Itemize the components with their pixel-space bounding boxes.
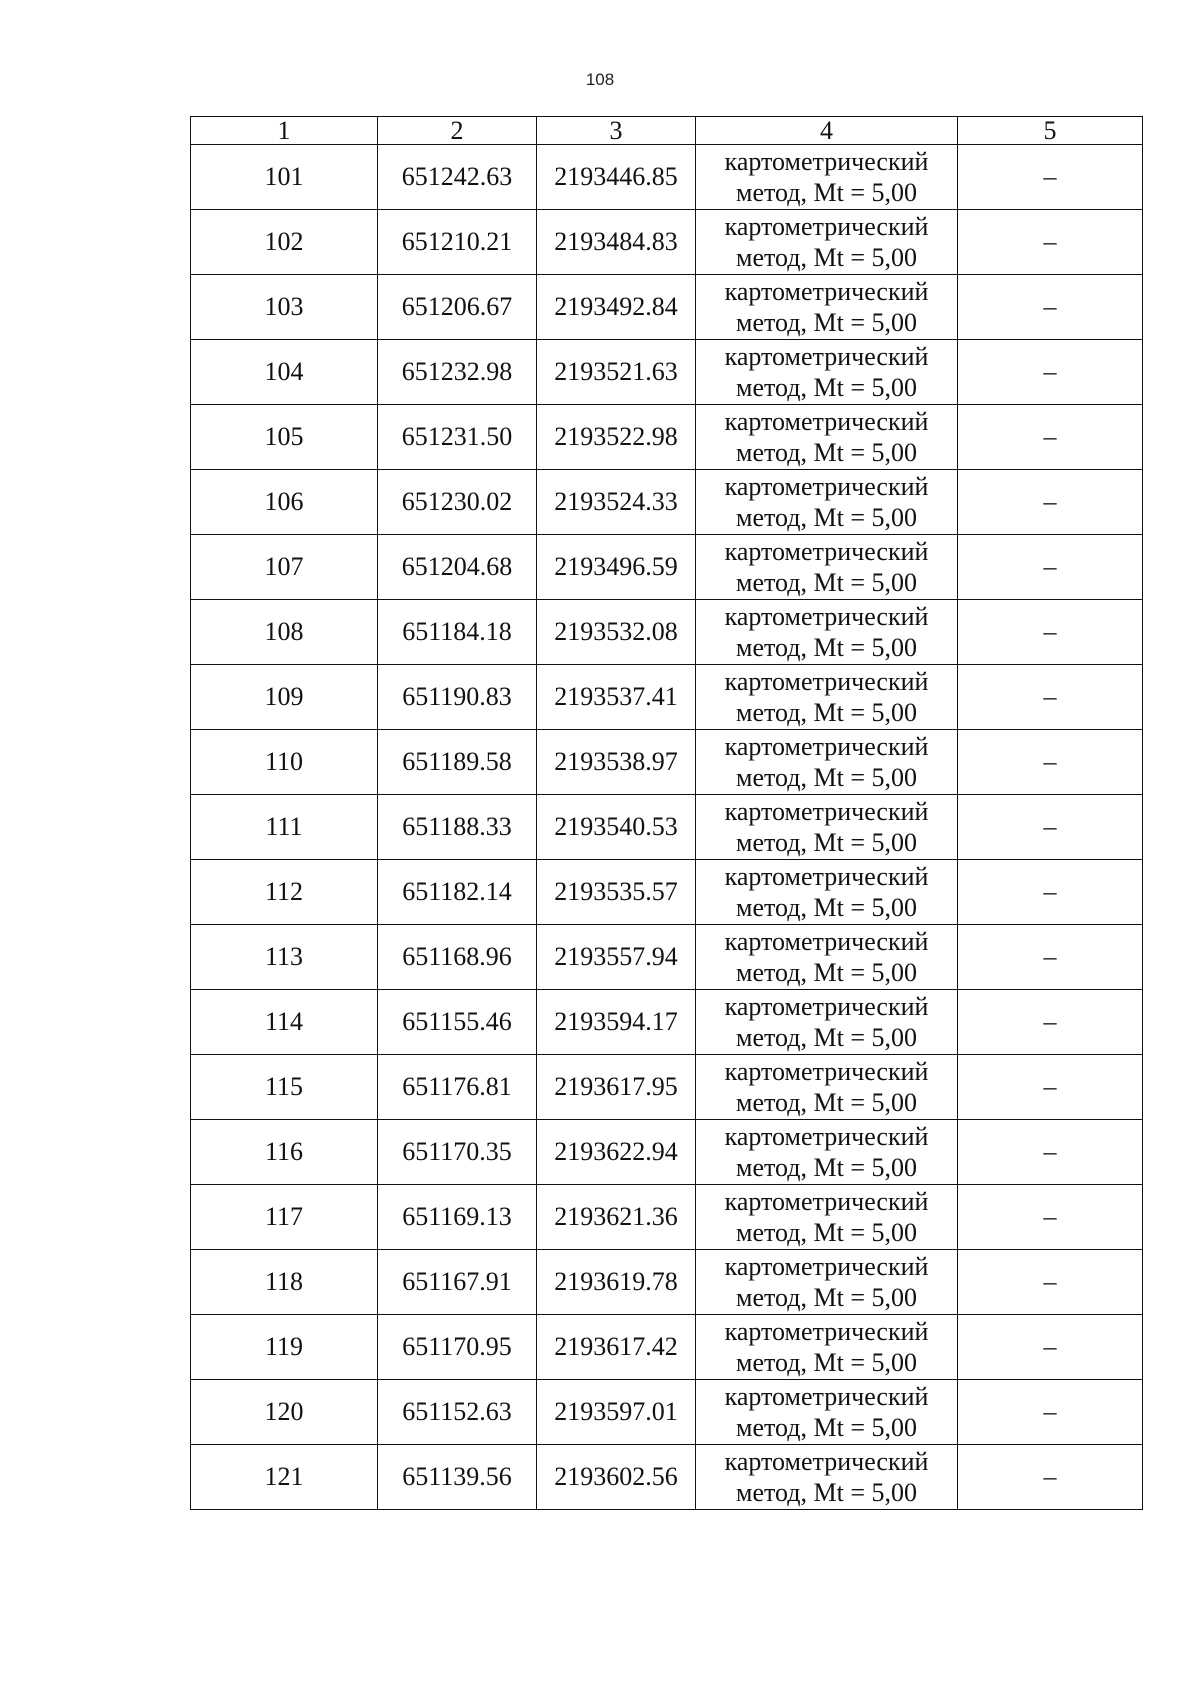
method-cell [696, 535, 958, 600]
y-coordinate-cell: 2193537.41 [537, 665, 696, 730]
x-coordinate-cell: 651231.50 [378, 405, 537, 470]
y-coordinate-cell: 2193521.63 [537, 340, 696, 405]
method-cell [696, 1315, 958, 1380]
x-coordinate-cell: 651204.68 [378, 535, 537, 600]
x-coordinate-cell: 651232.98 [378, 340, 537, 405]
x-coordinate-cell: 651169.13 [378, 1185, 537, 1250]
header-col-2: 2 [378, 117, 537, 145]
table-body [191, 145, 1143, 1510]
y-coordinate-cell: 2193617.42 [537, 1315, 696, 1380]
table-row [191, 990, 1143, 1055]
x-coordinate-cell: 651210.21 [378, 210, 537, 275]
method-accuracy: метод, Mt = 5,00 [736, 893, 917, 922]
table-row [191, 210, 1143, 275]
table-row [191, 860, 1143, 925]
x-coordinate-cell: 651152.63 [378, 1380, 537, 1445]
point-number-cell: 111 [191, 795, 378, 860]
point-number-cell: 105 [191, 405, 378, 470]
column-5-cell: – [958, 925, 1143, 990]
table-row [191, 1380, 1143, 1445]
method-accuracy: метод, Mt = 5,00 [736, 1283, 917, 1312]
y-coordinate-cell: 2193597.01 [537, 1380, 696, 1445]
method-cell [696, 1055, 958, 1120]
point-number-cell: 121 [191, 1445, 378, 1510]
header-col-5: 5 [958, 117, 1143, 145]
column-5-cell: – [958, 1055, 1143, 1120]
x-coordinate-cell: 651139.56 [378, 1445, 537, 1510]
method-cell [696, 1185, 958, 1250]
column-5-cell: – [958, 535, 1143, 600]
x-coordinate-cell: 651170.95 [378, 1315, 537, 1380]
x-coordinate-cell: 651168.96 [378, 925, 537, 990]
y-coordinate-cell: 2193617.95 [537, 1055, 696, 1120]
column-5-cell: – [958, 600, 1143, 665]
method-accuracy: метод, Mt = 5,00 [736, 828, 917, 857]
method-cell [696, 925, 958, 990]
table-row [191, 730, 1143, 795]
y-coordinate-cell: 2193492.84 [537, 275, 696, 340]
method-cell [696, 340, 958, 405]
method-name: картометрический [724, 1382, 929, 1411]
table-row [191, 145, 1143, 210]
x-coordinate-cell: 651184.18 [378, 600, 537, 665]
x-coordinate-cell: 651188.33 [378, 795, 537, 860]
method-accuracy: метод, Mt = 5,00 [736, 568, 917, 597]
y-coordinate-cell: 2193496.59 [537, 535, 696, 600]
method-name: картометрический [724, 927, 929, 956]
method-cell [696, 275, 958, 340]
method-name: картометрический [724, 277, 929, 306]
y-coordinate-cell: 2193522.98 [537, 405, 696, 470]
table-row [191, 535, 1143, 600]
x-coordinate-cell: 651176.81 [378, 1055, 537, 1120]
method-accuracy: метод, Mt = 5,00 [736, 503, 917, 532]
method-name: картометрический [724, 732, 929, 761]
point-number-cell: 117 [191, 1185, 378, 1250]
method-cell [696, 665, 958, 730]
x-coordinate-cell: 651170.35 [378, 1120, 537, 1185]
method-accuracy: метод, Mt = 5,00 [736, 243, 917, 272]
method-cell [696, 730, 958, 795]
method-accuracy: метод, Mt = 5,00 [736, 698, 917, 727]
method-cell [696, 1120, 958, 1185]
table-row [191, 795, 1143, 860]
method-cell [696, 860, 958, 925]
method-cell [696, 795, 958, 860]
point-number-cell: 107 [191, 535, 378, 600]
method-cell [696, 145, 958, 210]
table-row [191, 1185, 1143, 1250]
point-number-cell: 101 [191, 145, 378, 210]
coordinates-table [190, 116, 1143, 1510]
column-5-cell: – [958, 210, 1143, 275]
column-5-cell: – [958, 730, 1143, 795]
y-coordinate-cell: 2193484.83 [537, 210, 696, 275]
point-number-cell: 108 [191, 600, 378, 665]
y-coordinate-cell: 2193602.56 [537, 1445, 696, 1510]
column-5-cell: – [958, 340, 1143, 405]
column-5-cell: – [958, 1120, 1143, 1185]
method-accuracy: метод, Mt = 5,00 [736, 1023, 917, 1052]
point-number-cell: 112 [191, 860, 378, 925]
method-cell [696, 1380, 958, 1445]
method-accuracy: метод, Mt = 5,00 [736, 763, 917, 792]
table-row [191, 1445, 1143, 1510]
page-number: 108 [585, 70, 615, 89]
column-5-cell: – [958, 860, 1143, 925]
table-row [191, 665, 1143, 730]
point-number-cell: 115 [191, 1055, 378, 1120]
x-coordinate-cell: 651206.67 [378, 275, 537, 340]
method-accuracy: метод, Mt = 5,00 [736, 1413, 917, 1442]
method-name: картометрический [724, 407, 929, 436]
method-accuracy: метод, Mt = 5,00 [736, 308, 917, 337]
method-cell [696, 600, 958, 665]
method-name: картометрический [724, 1317, 929, 1346]
method-accuracy: метод, Mt = 5,00 [736, 1348, 917, 1377]
column-5-cell: – [958, 1250, 1143, 1315]
table-row [191, 1315, 1143, 1380]
table-row [191, 1120, 1143, 1185]
header-row [191, 117, 1143, 145]
method-cell [696, 1250, 958, 1315]
x-coordinate-cell: 651182.14 [378, 860, 537, 925]
table-row [191, 405, 1143, 470]
method-accuracy: метод, Mt = 5,00 [736, 438, 917, 467]
point-number-cell: 119 [191, 1315, 378, 1380]
column-5-cell: – [958, 665, 1143, 730]
column-5-cell: – [958, 275, 1143, 340]
method-name: картометрический [724, 862, 929, 891]
method-accuracy: метод, Mt = 5,00 [736, 958, 917, 987]
method-name: картометрический [724, 1447, 929, 1476]
table-row [191, 275, 1143, 340]
x-coordinate-cell: 651155.46 [378, 990, 537, 1055]
method-accuracy: метод, Mt = 5,00 [736, 178, 917, 207]
y-coordinate-cell: 2193446.85 [537, 145, 696, 210]
table-row [191, 340, 1143, 405]
point-number-cell: 113 [191, 925, 378, 990]
method-name: картометрический [724, 1187, 929, 1216]
method-accuracy: метод, Mt = 5,00 [736, 1478, 917, 1507]
method-accuracy: метод, Mt = 5,00 [736, 1088, 917, 1117]
y-coordinate-cell: 2193619.78 [537, 1250, 696, 1315]
column-5-cell: – [958, 145, 1143, 210]
point-number-cell: 104 [191, 340, 378, 405]
point-number-cell: 102 [191, 210, 378, 275]
point-number-cell: 109 [191, 665, 378, 730]
column-5-cell: – [958, 405, 1143, 470]
column-5-cell: – [958, 470, 1143, 535]
method-accuracy: метод, Mt = 5,00 [736, 373, 917, 402]
point-number-cell: 106 [191, 470, 378, 535]
y-coordinate-cell: 2193540.53 [537, 795, 696, 860]
header-col-3: 3 [537, 117, 696, 145]
method-name: картометрический [724, 602, 929, 631]
method-accuracy: метод, Mt = 5,00 [736, 633, 917, 662]
table-header [191, 117, 1143, 145]
y-coordinate-cell: 2193557.94 [537, 925, 696, 990]
method-cell [696, 405, 958, 470]
header-col-1: 1 [191, 117, 378, 145]
x-coordinate-cell: 651242.63 [378, 145, 537, 210]
method-name: картометрический [724, 1252, 929, 1281]
x-coordinate-cell: 651230.02 [378, 470, 537, 535]
method-name: картометрический [724, 797, 929, 826]
method-name: картометрический [724, 1057, 929, 1086]
point-number-cell: 120 [191, 1380, 378, 1445]
method-name: картометрический [724, 147, 929, 176]
method-accuracy: метод, Mt = 5,00 [736, 1218, 917, 1247]
y-coordinate-cell: 2193538.97 [537, 730, 696, 795]
x-coordinate-cell: 651190.83 [378, 665, 537, 730]
y-coordinate-cell: 2193535.57 [537, 860, 696, 925]
x-coordinate-cell: 651167.91 [378, 1250, 537, 1315]
column-5-cell: – [958, 1185, 1143, 1250]
point-number-cell: 116 [191, 1120, 378, 1185]
method-name: картометрический [724, 992, 929, 1021]
y-coordinate-cell: 2193621.36 [537, 1185, 696, 1250]
point-number-cell: 118 [191, 1250, 378, 1315]
method-cell [696, 1445, 958, 1510]
table-row [191, 470, 1143, 535]
column-5-cell: – [958, 1445, 1143, 1510]
method-name: картометрический [724, 342, 929, 371]
header-col-4: 4 [696, 117, 958, 145]
method-accuracy: метод, Mt = 5,00 [736, 1153, 917, 1182]
table-row [191, 925, 1143, 990]
point-number-cell: 110 [191, 730, 378, 795]
y-coordinate-cell: 2193622.94 [537, 1120, 696, 1185]
method-name: картометрический [724, 212, 929, 241]
y-coordinate-cell: 2193594.17 [537, 990, 696, 1055]
column-5-cell: – [958, 1315, 1143, 1380]
method-cell [696, 470, 958, 535]
x-coordinate-cell: 651189.58 [378, 730, 537, 795]
table-row [191, 1055, 1143, 1120]
y-coordinate-cell: 2193524.33 [537, 470, 696, 535]
method-cell [696, 990, 958, 1055]
point-number-cell: 103 [191, 275, 378, 340]
table-row [191, 600, 1143, 665]
column-5-cell: – [958, 795, 1143, 860]
method-name: картометрический [724, 1122, 929, 1151]
method-name: картометрический [724, 667, 929, 696]
method-name: картометрический [724, 537, 929, 566]
y-coordinate-cell: 2193532.08 [537, 600, 696, 665]
column-5-cell: – [958, 1380, 1143, 1445]
column-5-cell: – [958, 990, 1143, 1055]
table-row [191, 1250, 1143, 1315]
method-name: картометрический [724, 472, 929, 501]
method-cell [696, 210, 958, 275]
point-number-cell: 114 [191, 990, 378, 1055]
